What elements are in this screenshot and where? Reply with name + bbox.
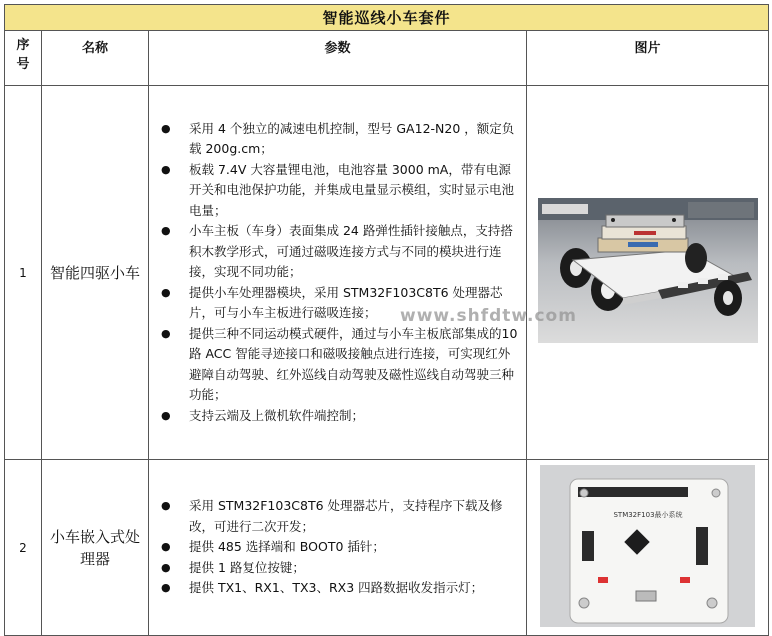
- param-list: [149, 119, 526, 427]
- header-params: 参数: [149, 31, 527, 86]
- header-seq: [5, 31, 42, 86]
- board-label: STM32F103最小系统: [613, 510, 683, 519]
- param-item: ● 提供 TX1、RX1、TX3、RX3 四路数据收发指示灯；: [157, 578, 518, 599]
- kit-spec-table: [4, 4, 769, 636]
- row-picture: [527, 460, 769, 636]
- param-item: ● 提供 485 选择端和 BOOT0 插针；: [157, 537, 518, 558]
- row-seq: 2: [5, 460, 42, 636]
- param-item: ● 采用 STM32F103C8T6 处理器芯片，支持程序下载及修改，可进行二次开发；: [157, 496, 518, 537]
- param-list: [149, 496, 526, 599]
- table-row: [5, 460, 769, 636]
- row-name: 小车嵌入式处理器: [42, 460, 149, 636]
- header-picture: 图片: [527, 31, 769, 86]
- header-row: [5, 31, 769, 86]
- title-row: [5, 5, 769, 31]
- table-row: [5, 86, 769, 460]
- param-item: ● 支持云端及上微机软件端控制；: [157, 406, 518, 427]
- param-item: ● 提供 1 路复位按键；: [157, 558, 518, 579]
- row-params: [149, 460, 527, 636]
- param-item: ● 板载 7.4V 大容量锂电池，电池容量 3000 mA，带有电源开关和电池保护功能，并集成电量显示模组，实时显示电池电量；: [157, 160, 518, 222]
- param-item: ● 提供三种不同运动模式硬件，通过与小车主板底部集成的10 路 ACC 智能寻迹接口和磁吸接触点进行连接，可实现红外避障自动驾驶、红外巡线自动驾驶及磁性巡线自动驾驶三种功能；: [157, 324, 518, 406]
- processor-board-photo: [540, 465, 755, 627]
- param-item: ● 小车主板（车身）表面集成 24 路弹性插针接触点，支持搭积木教学形式，可通过磁吸连接方式与不同的模块进行连接，实现不同功能；: [157, 221, 518, 283]
- header-seq-text: 序 号: [16, 38, 30, 72]
- row-name: 智能四驱小车: [42, 86, 149, 460]
- table-title: 智能巡线小车套件: [5, 5, 769, 31]
- watermark-text: www.shfdtw.com: [400, 306, 577, 326]
- param-item: ● 提供小车处理器模块，采用 STM32F103C8T6 处理器芯片，可与小车主板进行磁吸连接；: [157, 283, 518, 324]
- spec-sheet: [4, 4, 768, 636]
- param-item: ● 采用 4 个独立的减速电机控制，型号 GA12-N20 ，额定负载 200g.cm；: [157, 119, 518, 160]
- header-name: 名称: [42, 31, 149, 86]
- row-params: [149, 86, 527, 460]
- row-seq: 1: [5, 86, 42, 460]
- row-picture: [527, 86, 769, 460]
